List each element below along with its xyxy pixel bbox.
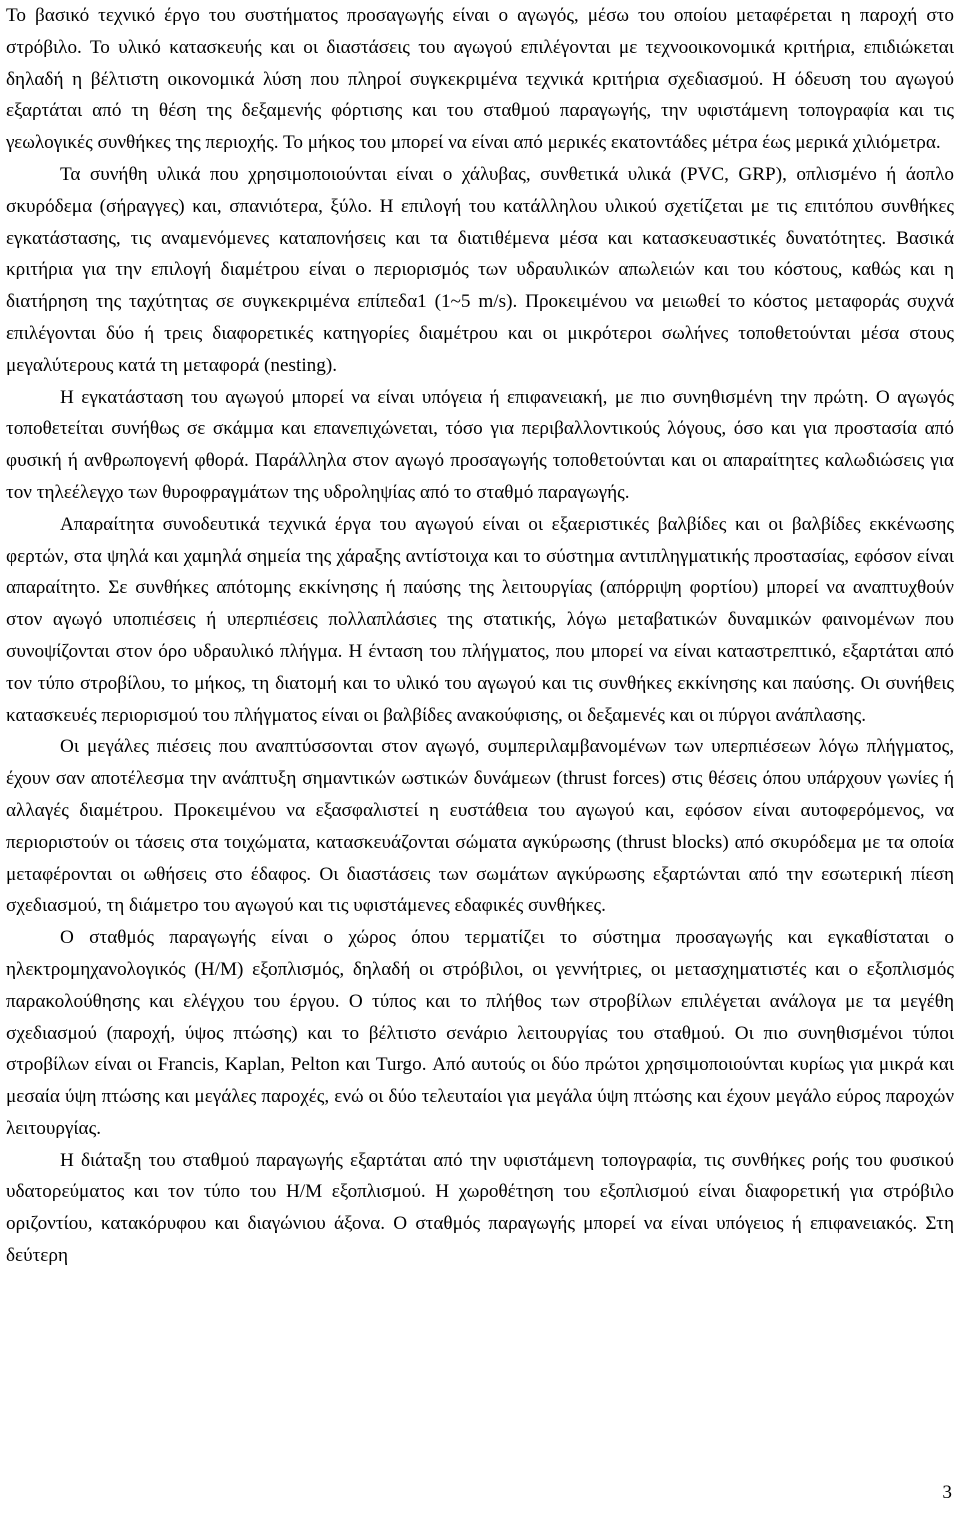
paragraph-5: Οι μεγάλες πιέσεις που αναπτύσσονται στον αγωγό, συμπεριλαμβανομένων των υπερπιέσεων λόγω πλήγματος, έχουν σαν αποτέλεσμα την ανάπτυξη σημαντικών ωστικών δυνάμεων (thrust forces) στις θέσεις όπου υπάρχουν γωνίες ή αλλαγές διαμέτρου. Προκειμένου να εξασφαλιστεί η ευστάθεια του αγωγού και, εφόσον είναι αυτοφερόμενος, να περιοριστούν οι τάσεις στα τοιχώματα, κατασκευάζονται σώματα αγκύρωσης (thrust blocks) από σκυρόδεμα με τα οποία μεταφέρονται οι ωθήσεις στο έδαφος. Οι διαστάσεις των σωμάτων αγκύρωσης εξαρτώνται από την εσωτερική πίεση σχεδιασμού, τη διάμετρο του αγωγού και τις υφιστάμενες εδαφικές συνθήκες. (6, 736, 954, 917)
paragraph-7: Η διάταξη του σταθμού παραγωγής εξαρτάται από την υφιστάμενη τοπογραφία, τις συνθήκες ροής του φυσικού υδατορεύματος και τον τύπο του Η/Μ εξοπλισμού. Η χωροθέτηση του εξοπλισμού είναι διαφορετική για στρόβιλο οριζοντίου, κατακόρυφου και διαγώνιου άξονα. Ο σταθμός παραγωγής μπορεί να είναι υπόγειος ή επιφανειακός. Στη δεύτερη (6, 1149, 954, 1267)
paragraph-6: Ο σταθμός παραγωγής είναι ο χώρος όπου τερματίζει το σύστημα προσαγωγής και εγκαθίσταται ο ηλεκτρομηχανολογικός (Η/Μ) εξοπλισμός, δηλαδή οι στρόβιλοι, οι γεννήτριες, οι μετασχηματιστές και ο εξοπλισμός παρακολούθησης και ελέγχου του έργου. Ο τύπος και το πλήθος των στροβίλων επιλέγεται ανάλογα με τα μεγέθη σχεδιασμού (παροχή, ύψος πτώσης) και το βέλτιστο σενάριο λειτουργίας του σταθμού. Οι πιο συνηθισμένοι τύποι στροβίλων είναι οι Francis, Kaplan, Pelton και Turgo. Από αυτούς οι δύο πρώτοι χρησιμοποιούνται κυρίως για μικρά και μεσαία ύψη πτώσης και μεγάλες παροχές, ενώ οι δύο τελευταίοι για μεγάλα ύψη πτώσης και έχουν μεγάλο εύρος παροχών λειτουργίας. (6, 927, 954, 1139)
paragraph-2: Τα συνήθη υλικά που χρησιμοποιούνται είναι ο χάλυβας, συνθετικά υλικά (PVC, GRP), οπλισμένο ή άοπλο σκυρόδεμα (σήραγγες) και, σπανιότερα, ξύλο. Η επιλογή του κατάλληλου υλικού σχετίζεται με τις επιτόπου συνθήκες εγκατάστασης, τις αναμενόμενες καταπονήσεις και τα διατιθέμενα μέσα και κατασκευαστικές δυνατότητες. Βασικά κριτήρια για την επιλογή διαμέτρου είναι ο περιορισμός των υδραυλικών απωλειών και του κόστους, καθώς και η διατήρηση της ταχύτητας σε συγκεκριμένα επίπεδα1 (1~5 m/s). Προκειμένου να μειωθεί το κόστος μεταφοράς συχνά επιλέγονται δύο ή τρεις διαφορετικές κατηγορίες διαμέτρου και οι μικρότεροι σωλήνες τοποθετούνται μέσα στους μεγαλύτερους κατά τη μεταφορά (nesting). (6, 163, 954, 376)
paragraph-4: Απαραίτητα συνοδευτικά τεχνικά έργα του αγωγού είναι οι εξαεριστικές βαλβίδες και οι βαλβίδες εκκένωσης φερτών, στα ψηλά και χαμηλά σημεία της χάραξης αντίστοιχα και το σύστημα αντιπληγματικής προστασίας, εφόσον είναι απαραίτητο. Σε συνθήκες απότομης εκκίνησης ή παύσης της λειτουργίας (απόρριψη φορτίου) μπορεί να αναπτυχθούν στον αγωγό υποπιέσεις ή υπερπιέσεις πολλαπλάσιες της στατικής, λόγω μεταβατικών δυναμικών φαινομένων που συνοψίζονται στον όρο υδραυλικό πλήγμα. Η ένταση του πλήγματος, που μπορεί να είναι καταστρεπτικό, εξαρτάται από τον τύπο στροβίλου, το μήκος, τη διατομή και το υλικό του αγωγού και τις συνθήκες εκκίνησης και παύσης. Οι συνήθεις κατασκευές περιορισμού του πλήγματος είναι οι βαλβίδες ανακούφισης, οι δεξαμενές και οι πύργοι ανάπλασης. (6, 513, 954, 726)
paragraph-3: Η εγκατάσταση του αγωγού μπορεί να είναι υπόγεια ή επιφανειακή, με πιο συνηθισμένη την πρώτη. Ο αγωγός τοποθετείται συνήθως σε σκάμμα και επανεπιχώνεται, τόσο για περιβαλλοντικούς λόγους, όσο και για προστασία από φυσική ή ανθρωπογενή φθορά. Παράλληλα στον αγωγό προσαγωγής τοποθετούνται και οι απαραίτητες καλωδιώσεις για τον τηλεέλεγχο των θυροφραγμάτων της υδροληψίας από το σταθμό παραγωγής. (6, 386, 954, 503)
page-number: 3 (942, 1482, 952, 1503)
document-page (6, 0, 954, 1272)
paragraph-1: Το βασικό τεχνικό έργο του συστήματος προσαγωγής είναι ο αγωγός, μέσω του οποίου μεταφέρεται η παροχή στο στρόβιλο. Το υλικό κατασκευής και οι διαστάσεις του αγωγού επιλέγονται με τεχνοοικονομικά κριτήρια, επιδιώκεται δηλαδή η βέλτιστη οικονομικά λύση που πληροί συγκεκριμένα τεχνικά κριτήρια σχεδιασμού. Η όδευση του αγωγού εξαρτάται από τη θέση της δεξαμενής φόρτισης και του σταθμού παραγωγής, την υφιστάμενη τοπογραφία και τις γεωλογικές συνθήκες της περιοχής. Το μήκος του μπορεί να είναι από μερικές εκατοντάδες μέτρα έως μερικά χιλιόμετρα. (6, 5, 954, 154)
